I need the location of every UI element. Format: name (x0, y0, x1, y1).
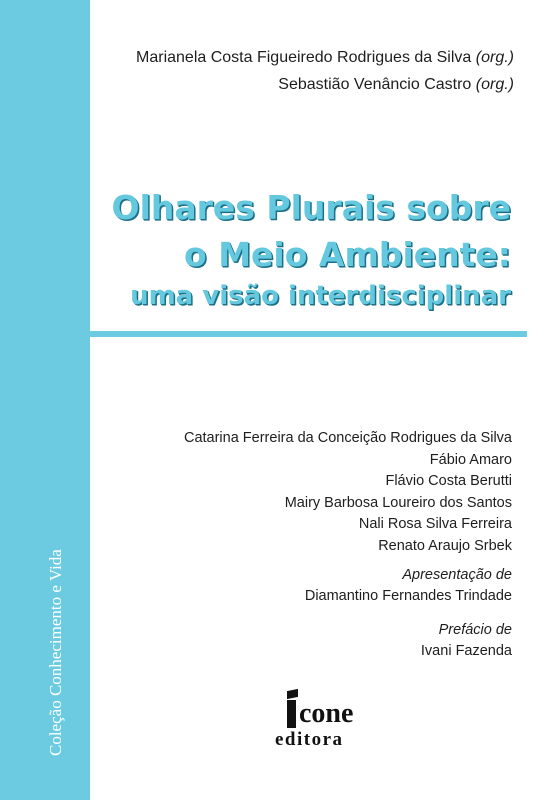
preface-credit (421, 620, 512, 662)
publisher-subtitle: editora (275, 729, 344, 750)
publisher-logo-mark (287, 689, 298, 699)
organizer-name: Marianela Costa Figueiredo Rodrigues da Silva (136, 49, 472, 66)
subtitle: uma visão interdisciplinar (130, 281, 511, 311)
presentation-name: Diamantino Fernandes Trindade (304, 588, 512, 604)
publisher-logo-i (287, 700, 296, 728)
author-name: Flávio Costa Berutti (385, 473, 512, 489)
collection-name: Coleção Conhecimento e Vida (46, 549, 65, 756)
organizer-line (136, 44, 514, 71)
author-name: Renato Araujo Srbek (378, 537, 512, 554)
title-line-2: o Meio Ambiente: (184, 235, 511, 274)
preface-label: Prefácio de (438, 622, 512, 638)
collection-spine (0, 0, 90, 800)
organizer-role: (org.) (475, 49, 514, 66)
author-name: Catarina Ferreira da Conceição Rodrigues da Silva (183, 430, 512, 446)
title-divider (90, 331, 527, 337)
organizer-line (136, 71, 514, 98)
title-line-1: Olhares Plurais sobre (111, 188, 511, 227)
author-name: Fábio Amaro (429, 451, 512, 468)
presentation-credit (305, 565, 512, 607)
organizers (136, 44, 514, 98)
author-name: Nali Rosa Silva Ferreira (358, 516, 512, 532)
preface-name: Ivani Fazenda (420, 643, 512, 659)
organizer-name: Sebastião Venâncio Castro (278, 76, 472, 93)
organizer-role: (org.) (475, 76, 514, 93)
publisher-logo (275, 690, 375, 760)
publisher-name: cone (299, 698, 354, 729)
author-name: Mairy Barbosa Loureiro dos Santos (284, 494, 512, 511)
presentation-label: Apresentação de (402, 567, 512, 583)
authors-list (184, 428, 512, 557)
book-title (112, 184, 511, 314)
